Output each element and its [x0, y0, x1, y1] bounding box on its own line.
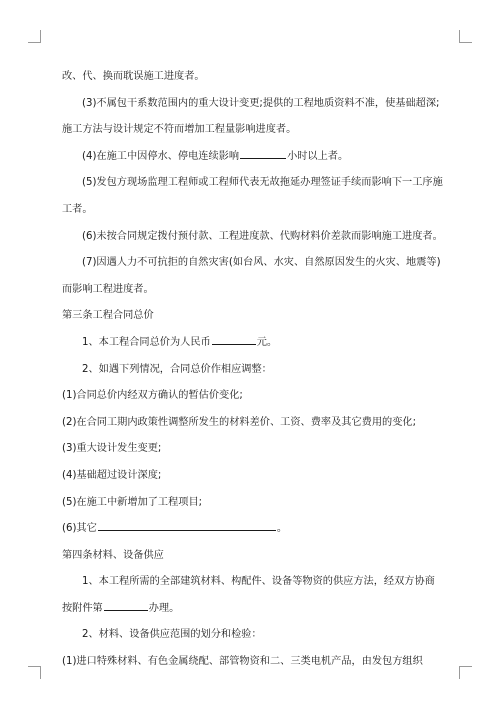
line-text: 工者。: [62, 203, 93, 215]
text-line: [62, 622, 448, 649]
text-line: [62, 357, 448, 384]
line-text: 而影响工程进度者。: [62, 283, 154, 295]
text-line: [62, 144, 448, 171]
line-text: (4)在施工中因停水、停电连续影响: [82, 150, 240, 162]
text-line: [62, 490, 448, 517]
fill-in-blank: [98, 519, 276, 531]
text-line: [62, 436, 448, 463]
text-line: [62, 117, 448, 144]
line-text: (1)进口特殊材料、有色金属绕配、部管物资和二、三类电机产品，由发包方组织: [62, 656, 423, 668]
line-text: (6)未按合同规定拨付预付款、工程进度款、代购材料价差款而影响施工进度者。: [82, 230, 443, 242]
line-text: (7)因遇人力不可抗拒的自然灾害(如台风、水灾、自然原因发生的火灾、地震等): [82, 257, 441, 269]
line-text: 1、本工程所需的全部建筑材料、构配件、设备等物资的供应方法，经双方协商: [82, 576, 435, 588]
text-line: [62, 569, 448, 596]
line-text: 小时以上者。: [287, 150, 349, 162]
line-text: 施工方法与设计规定不符而增加工程量影响进度者。: [62, 124, 297, 136]
line-text: 第四条材料、设备供应: [62, 549, 164, 561]
crop-mark-top-right: [459, 30, 472, 43]
text-line: [62, 250, 448, 277]
text-line: [62, 463, 448, 490]
fill-in-blank: [104, 599, 148, 611]
text-line: [62, 277, 448, 304]
line-text: (5)发包方现场监理工程师或工程师代表无故拖延办理签证手续而影响下一工序施: [82, 177, 443, 189]
text-line: [62, 91, 448, 118]
text-line: [62, 170, 448, 197]
text-line: [62, 383, 448, 410]
text-line: [62, 197, 448, 224]
text-line: [62, 596, 448, 623]
line-text: (6)其它: [62, 523, 97, 535]
text-line: [62, 330, 448, 357]
section-heading: [62, 543, 448, 570]
line-text: (4)基础超过设计深度;: [62, 469, 162, 481]
line-text: 1、本工程合同总价为人民币: [82, 336, 211, 348]
text-line: [62, 64, 448, 91]
text-line: [62, 516, 448, 543]
document-body: [62, 64, 448, 676]
crop-mark-top-left: [28, 30, 41, 43]
text-line: [62, 649, 448, 676]
line-text: 2、如遇下列情况，合同总价作相应调整：: [82, 363, 272, 375]
line-text: 改、代、换而耽误施工进度者。: [62, 71, 205, 82]
line-text: 第三条工程合同总价: [62, 310, 154, 322]
text-line: [62, 224, 448, 251]
line-text: 。: [276, 523, 287, 535]
line-text: (2)在合同工期内政策性调整所发生的材料差价、工资、费率及其它费用的变化;: [62, 416, 417, 428]
text-line: [62, 410, 448, 437]
line-text: 元。: [256, 336, 278, 348]
line-text: 按附件第: [62, 602, 103, 614]
line-text: (1)合同总价内经双方确认的暂估价变化;: [62, 390, 243, 402]
line-text: (3)不属包干系数范围内的重大设计变更;提供的工程地质资料不准，使基础超深;: [82, 97, 440, 109]
fill-in-blank: [212, 333, 256, 345]
crop-mark-bottom-right: [459, 666, 472, 679]
section-heading: [62, 303, 448, 330]
line-text: 2、材料、设备供应范围的划分和检验：: [82, 629, 262, 641]
line-text: (5)在施工中新增加了工程项目;: [62, 496, 203, 508]
line-text: 办理。: [148, 602, 180, 614]
fill-in-blank: [240, 147, 286, 159]
crop-mark-bottom-left: [28, 666, 41, 679]
line-text: (3)重大设计发生变更;: [62, 443, 162, 455]
